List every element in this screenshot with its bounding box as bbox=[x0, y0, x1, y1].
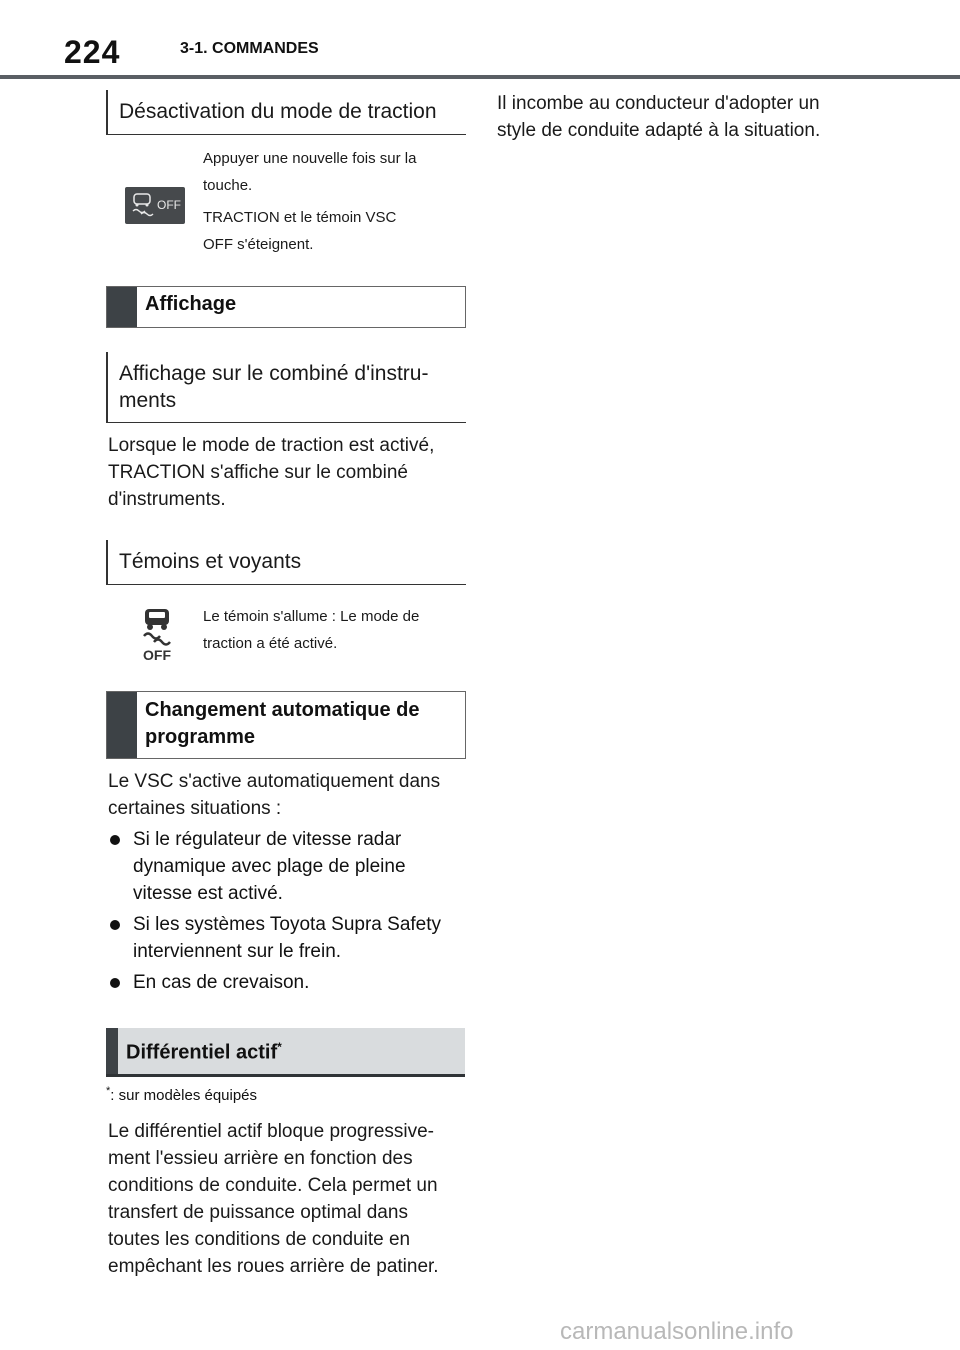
box-differentiel-title bbox=[126, 1040, 282, 1065]
car-icon-off-label: OFF bbox=[143, 647, 171, 662]
footnote-text: : sur modèles équipés bbox=[110, 1087, 258, 1104]
heading-combine-line2: ments bbox=[119, 389, 177, 412]
bullet-2-line2: interviennent sur le frein. bbox=[133, 941, 342, 962]
box-changement bbox=[106, 691, 466, 759]
bullet-dot bbox=[110, 978, 120, 988]
box-bar bbox=[107, 692, 137, 758]
heading-combine-line1: Affichage sur le combiné d'instru- bbox=[119, 362, 429, 385]
section-title: 3-1. COMMANDES bbox=[180, 40, 319, 57]
footnote bbox=[106, 1085, 257, 1104]
vsc-text-1: Le VSC s'active automatiquement dans bbox=[108, 771, 441, 792]
box-differentiel-mark: * bbox=[277, 1040, 282, 1054]
box-differentiel bbox=[106, 1028, 465, 1077]
box-affichage-text: Affichage bbox=[145, 293, 237, 315]
diff-text-5: toutes les conditions de conduite en bbox=[108, 1229, 411, 1250]
vsc-text-2: certaines situations : bbox=[108, 798, 282, 819]
bullet-3-line1: En cas de crevaison. bbox=[133, 972, 310, 993]
diff-text-6: empêchant les roues arrière de patiner. bbox=[108, 1256, 439, 1277]
box-bar bbox=[107, 287, 137, 327]
combine-text-3: d'instruments. bbox=[108, 489, 226, 510]
header-rule bbox=[0, 75, 960, 79]
box-changement-line1: Changement automatique de bbox=[145, 699, 420, 721]
diff-text-4: transfert de puissance optimal dans bbox=[108, 1202, 408, 1223]
combine-text-2: TRACTION s'affiche sur le combiné bbox=[108, 462, 408, 483]
box-bar bbox=[106, 1028, 118, 1074]
box-affichage bbox=[106, 286, 466, 328]
heading-temoins bbox=[106, 540, 466, 585]
bullet-2-line1: Si les systèmes Toyota Supra Safety bbox=[133, 914, 442, 935]
heading-temoins-text: Témoins et voyants bbox=[119, 550, 302, 573]
page-header bbox=[0, 0, 960, 80]
bullet-1-line3: vitesse est activé. bbox=[133, 883, 283, 904]
diff-text-1: Le différentiel actif bloque progressive- bbox=[108, 1121, 435, 1142]
combine-text-1: Lorsque le mode de traction est activé, bbox=[108, 435, 435, 456]
deactivation-text-1: Appuyer une nouvelle fois sur la bbox=[203, 150, 417, 167]
footnote-mark: * bbox=[106, 1085, 111, 1097]
diff-text-2: ment l'essieu arrière en fonction des bbox=[108, 1148, 413, 1169]
deactivation-text-3: TRACTION et le témoin VSC bbox=[203, 209, 397, 226]
off-icon-label: OFF bbox=[157, 198, 181, 212]
diff-text-3: conditions de conduite. Cela permet un bbox=[108, 1175, 438, 1196]
deactivation-text-4: OFF s'éteignent. bbox=[203, 236, 314, 253]
heading-deactivation bbox=[106, 90, 466, 135]
box-differentiel-text: Différentiel actif bbox=[126, 1041, 278, 1064]
heading-combine bbox=[106, 352, 466, 423]
watermark: carmanualsonline.info bbox=[560, 1318, 794, 1345]
traction-off-icon bbox=[125, 187, 185, 224]
right-text-1: Il incombe au conducteur d'adopter un bbox=[497, 93, 820, 114]
temoin-text-1: Le témoin s'allume : Le mode de bbox=[203, 608, 420, 625]
right-text-2: style de conduite adapté à la situation. bbox=[497, 120, 821, 141]
bullet-1-line1: Si le régulateur de vitesse radar bbox=[133, 829, 402, 850]
bullet-1-line2: dynamique avec plage de pleine bbox=[133, 856, 406, 877]
box-changement-line2: programme bbox=[145, 726, 256, 748]
heading-deactivation-text: Désactivation du mode de traction bbox=[119, 100, 437, 123]
deactivation-text-2: touche. bbox=[203, 177, 253, 194]
bullet-dot bbox=[110, 835, 120, 845]
temoin-text-2: traction a été activé. bbox=[203, 635, 338, 652]
page-number: 224 bbox=[64, 34, 121, 70]
bullet-dot bbox=[110, 920, 120, 930]
vsc-off-warning-icon bbox=[140, 606, 174, 662]
